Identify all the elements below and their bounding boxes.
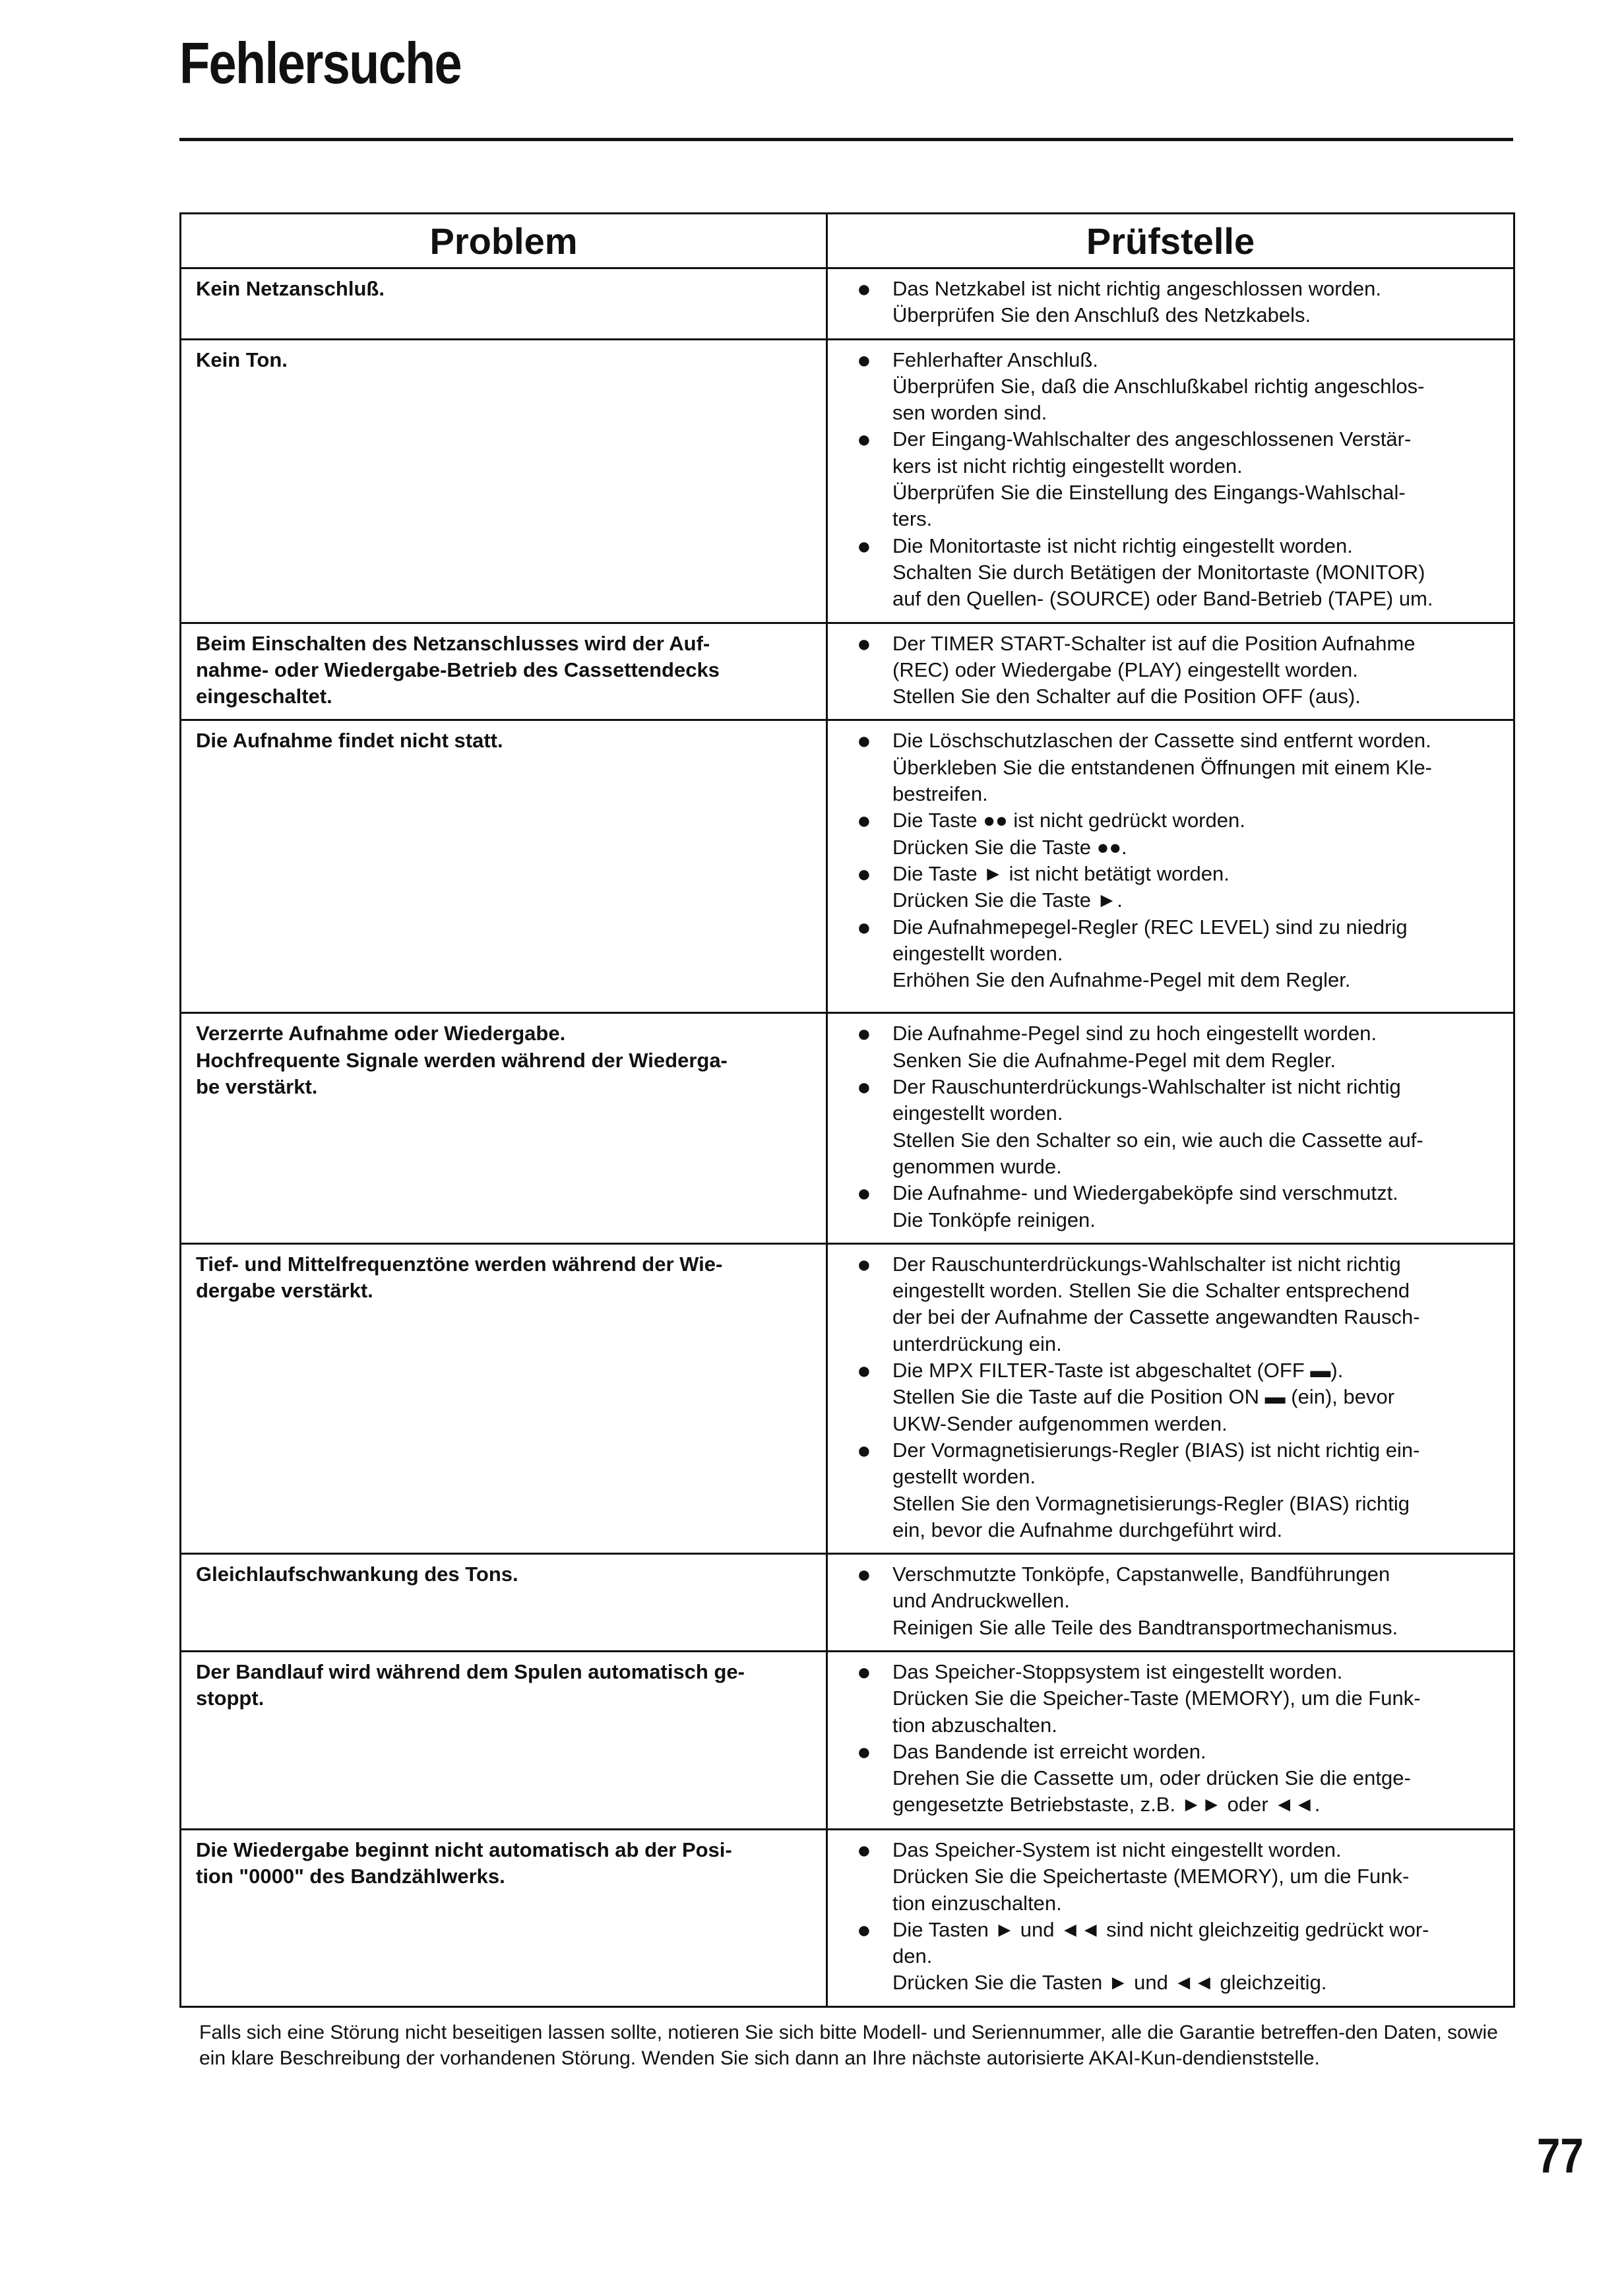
check-text: eingestellt worden. xyxy=(892,941,1063,965)
problem-cell xyxy=(181,623,827,720)
check-item xyxy=(842,533,1500,613)
check-list xyxy=(842,1561,1500,1641)
check-list xyxy=(842,631,1500,710)
check-text: Stellen Sie den Vormagnetisierungs-Regler (BIAS) richtig xyxy=(892,1491,1410,1515)
check-item xyxy=(842,1561,1500,1641)
problem-text: Hochfrequente Signale werden während der Wiederga- xyxy=(196,1048,728,1072)
bullet-icon: ● xyxy=(857,1357,871,1384)
check-text: eingestellt worden. Stellen Sie die Schalter entsprechend xyxy=(892,1279,1410,1303)
problem-cell xyxy=(181,339,827,623)
check-item xyxy=(842,1180,1500,1233)
check-cell xyxy=(827,339,1514,623)
check-text: (REC) oder Wiedergabe (PLAY) eingestellt worden. xyxy=(892,658,1358,681)
bullet-icon: ● xyxy=(857,859,871,887)
check-cell xyxy=(827,1243,1514,1553)
check-text: gengesetzte Betriebstaste, z.B. ►► oder ◄◄. xyxy=(892,1793,1321,1816)
bullet-icon: ● xyxy=(857,807,871,834)
check-text: den. xyxy=(892,1944,933,1968)
table-row xyxy=(181,720,1514,1013)
check-item xyxy=(842,1437,1500,1543)
problem-text: Gleichlaufschwankung des Tons. xyxy=(196,1563,518,1586)
problem-text: Kein Netzanschluß. xyxy=(196,277,385,300)
problem-text: Die Aufnahme findet nicht statt. xyxy=(196,729,503,753)
bullet-icon: ● xyxy=(857,1250,871,1278)
check-list xyxy=(842,347,1500,613)
bullet-icon: ● xyxy=(857,1836,871,1863)
page-title: Fehlersuche xyxy=(179,30,461,96)
check-text: Der Eingang-Wahlschalter des angeschlossenen Verstär- xyxy=(892,427,1412,451)
check-list xyxy=(842,728,1500,993)
check-item xyxy=(842,1917,1500,1997)
check-text: Die MPX FILTER-Taste ist abgeschaltet (OFF ▬). xyxy=(892,1359,1344,1382)
table-row xyxy=(181,1554,1514,1652)
bullet-icon: ● xyxy=(857,1020,871,1047)
problem-text: Die Wiedergabe beginnt nicht automatisch ab der Posi- xyxy=(196,1838,732,1861)
bullet-icon: ● xyxy=(857,275,871,302)
check-text: bestreifen. xyxy=(892,782,988,806)
problem-text: stoppt. xyxy=(196,1687,265,1710)
check-text: und Andruckwellen. xyxy=(892,1589,1070,1613)
check-list xyxy=(842,276,1500,329)
check-cell xyxy=(827,1829,1514,2006)
check-item xyxy=(842,276,1500,329)
bullet-icon: ● xyxy=(857,913,871,941)
table-row xyxy=(181,1651,1514,1829)
problem-text: Verzerrte Aufnahme oder Wiedergabe. xyxy=(196,1022,566,1045)
check-text: tion abzuschalten. xyxy=(892,1713,1057,1737)
check-text: Überprüfen Sie, daß die Anschlußkabel richtig angeschlos- xyxy=(892,374,1425,398)
check-text: Der Rauschunterdrückungs-Wahlschalter ist nicht richtig xyxy=(892,1075,1401,1099)
problem-cell xyxy=(181,1554,827,1652)
check-text: Die Aufnahme-Pegel sind zu hoch eingestellt worden. xyxy=(892,1022,1377,1045)
table-body xyxy=(181,268,1514,2007)
check-text: Drücken Sie die Tasten ► und ◄◄ gleichzeitig. xyxy=(892,1971,1327,1995)
table-row xyxy=(181,1013,1514,1243)
bullet-icon: ● xyxy=(857,1073,871,1101)
check-text: Senken Sie die Aufnahme-Pegel mit dem Regler. xyxy=(892,1048,1336,1072)
bullet-icon: ● xyxy=(857,1915,871,1943)
check-text: Überprüfen Sie die Einstellung des Eingangs-Wahlschal- xyxy=(892,481,1406,505)
problem-text: Beim Einschalten des Netzanschlusses wird der Auf- xyxy=(196,631,710,655)
check-text: gestellt worden. xyxy=(892,1465,1036,1489)
page-number: 77 xyxy=(1537,2128,1584,2183)
check-text: Verschmutzte Tonköpfe, Capstanwelle, Bandführungen xyxy=(892,1563,1390,1586)
table-row xyxy=(181,1829,1514,2006)
check-text: genommen wurde. xyxy=(892,1154,1062,1178)
table-row xyxy=(181,339,1514,623)
header-problem: Problem xyxy=(181,214,827,268)
check-item xyxy=(842,1074,1500,1180)
problem-cell xyxy=(181,1013,827,1243)
header-check: Prüfstelle xyxy=(827,214,1514,268)
check-text: Drücken Sie die Taste ●●. xyxy=(892,835,1127,859)
bullet-icon: ● xyxy=(857,425,871,453)
bullet-icon: ● xyxy=(857,1561,871,1588)
check-text: Der Rauschunterdrückungs-Wahlschalter ist nicht richtig xyxy=(892,1252,1401,1276)
check-item xyxy=(842,1837,1500,1917)
check-item xyxy=(842,807,1500,861)
check-list xyxy=(842,1659,1500,1818)
check-item xyxy=(842,1357,1500,1437)
check-cell xyxy=(827,268,1514,340)
check-text: Reinigen Sie alle Teile des Bandtransportmechanismus. xyxy=(892,1615,1398,1639)
bullet-icon: ● xyxy=(857,532,871,559)
problem-text: dergabe verstärkt. xyxy=(196,1279,373,1303)
check-text: Der Vormagnetisierungs-Regler (BIAS) ist nicht richtig ein- xyxy=(892,1438,1420,1462)
check-text: Die Taste ●● ist nicht gedrückt worden. xyxy=(892,809,1245,832)
check-text: ters. xyxy=(892,507,933,531)
check-text: tion einzuschalten. xyxy=(892,1891,1062,1915)
problem-text: Tief- und Mittelfrequenztöne werden während der Wie- xyxy=(196,1252,723,1276)
check-cell xyxy=(827,623,1514,720)
check-text: Drücken Sie die Speichertaste (MEMORY), um die Funk- xyxy=(892,1865,1410,1888)
check-text: Das Netzkabel ist nicht richtig angeschlossen worden. xyxy=(892,277,1381,300)
check-item xyxy=(842,1251,1500,1357)
check-text: Die Tasten ► und ◄◄ sind nicht gleichzeitig gedrückt wor- xyxy=(892,1917,1429,1941)
bullet-icon: ● xyxy=(857,1436,871,1464)
footer-note: Falls sich eine Störung nicht beseitigen lassen sollte, notieren Sie sich bitte Modell- und Seriennummer, alle die Garantie betreffen-den Daten, sowie ein klare Beschreibung der vorhandenen Störung. Wenden Sie sich dann an Ihre nächste autorisierte AKAI-Kun-dendienststelle. xyxy=(199,2022,1498,2069)
check-text: sen worden sind. xyxy=(892,401,1047,425)
problem-cell xyxy=(181,1243,827,1553)
check-item xyxy=(842,347,1500,427)
problem-cell xyxy=(181,268,827,340)
table-row xyxy=(181,268,1514,340)
check-item xyxy=(842,861,1500,914)
check-item xyxy=(842,1739,1500,1818)
troubleshooting-table xyxy=(179,212,1513,2008)
check-text: Die Tonköpfe reinigen. xyxy=(892,1208,1096,1231)
table-row xyxy=(181,1243,1514,1553)
check-cell xyxy=(827,1651,1514,1829)
check-list xyxy=(842,1251,1500,1543)
check-text: Die Aufnahme- und Wiedergabeköpfe sind verschmutzt. xyxy=(892,1181,1398,1205)
check-text: Das Bandende ist erreicht worden. xyxy=(892,1739,1206,1763)
check-text: Erhöhen Sie den Aufnahme-Pegel mit dem Regler. xyxy=(892,968,1351,992)
check-text: Drücken Sie die Taste ►. xyxy=(892,888,1123,912)
check-item xyxy=(842,631,1500,710)
check-text: Stellen Sie den Schalter auf die Position OFF (aus). xyxy=(892,685,1361,708)
problem-text: tion "0000" des Bandzählwerks. xyxy=(196,1865,505,1888)
check-text: Stellen Sie die Taste auf die Position ON ▬ (ein), bevor xyxy=(892,1385,1395,1409)
bullet-icon: ● xyxy=(857,1179,871,1207)
check-text: Das Speicher-Stoppsystem ist eingestellt worden. xyxy=(892,1660,1343,1683)
bullet-icon: ● xyxy=(857,1737,871,1765)
problem-cell xyxy=(181,720,827,1013)
problem-text: nahme- oder Wiedergabe-Betrieb des Cassettendecks xyxy=(196,658,720,681)
check-text: eingestellt worden. xyxy=(892,1101,1063,1125)
bullet-icon: ● xyxy=(857,629,871,657)
bullet-icon: ● xyxy=(857,346,871,373)
check-text: kers ist nicht richtig eingestellt worden. xyxy=(892,454,1243,478)
problem-cell xyxy=(181,1651,827,1829)
check-text: Der TIMER START-Schalter ist auf die Position Aufnahme xyxy=(892,631,1416,655)
title-rule xyxy=(179,138,1513,141)
check-cell xyxy=(827,720,1514,1013)
table-header-row xyxy=(181,214,1514,268)
check-text: UKW-Sender aufgenommen werden. xyxy=(892,1412,1228,1435)
check-item xyxy=(842,1659,1500,1739)
check-cell xyxy=(827,1554,1514,1652)
check-text: auf den Quellen- (SOURCE) oder Band-Betrieb (TAPE) um. xyxy=(892,587,1433,611)
check-text: Das Speicher-System ist nicht eingestellt worden. xyxy=(892,1838,1342,1861)
problem-text: Kein Ton. xyxy=(196,348,288,371)
problem-cell xyxy=(181,1829,827,2006)
check-item xyxy=(842,728,1500,807)
check-text: Stellen Sie den Schalter so ein, wie auch die Cassette auf- xyxy=(892,1128,1423,1152)
check-item xyxy=(842,1020,1500,1074)
check-text: ein, bevor die Aufnahme durchgeführt wird. xyxy=(892,1518,1283,1541)
check-text: unterdrückung ein. xyxy=(892,1332,1062,1355)
check-text: Die Aufnahmepegel-Regler (REC LEVEL) sind zu niedrig xyxy=(892,915,1408,939)
bullet-icon: ● xyxy=(857,1658,871,1685)
bullet-icon: ● xyxy=(857,727,871,755)
check-item xyxy=(842,914,1500,994)
problem-text: Der Bandlauf wird während dem Spulen automatisch ge- xyxy=(196,1660,745,1683)
check-cell xyxy=(827,1013,1514,1243)
check-text: Die Taste ► ist nicht betätigt worden. xyxy=(892,861,1230,885)
check-text: Überkleben Sie die entstandenen Öffnungen mit einem Kle- xyxy=(892,755,1433,779)
check-text: Die Monitortaste ist nicht richtig eingestellt worden. xyxy=(892,534,1353,557)
table-row xyxy=(181,623,1514,720)
check-text: Fehlerhafter Anschluß. xyxy=(892,348,1098,371)
check-list xyxy=(842,1020,1500,1233)
check-text: Die Löschschutzlaschen der Cassette sind entfernt worden. xyxy=(892,729,1431,753)
problem-text: be verstärkt. xyxy=(196,1075,318,1099)
check-text: Schalten Sie durch Betätigen der Monitortaste (MONITOR) xyxy=(892,560,1425,584)
check-text: Drücken Sie die Speicher-Taste (MEMORY), um die Funk- xyxy=(892,1687,1421,1710)
troubleshooting-grid xyxy=(179,212,1515,2008)
check-item xyxy=(842,426,1500,532)
problem-text: eingeschaltet. xyxy=(196,685,332,708)
check-list xyxy=(842,1837,1500,1997)
check-text: der bei der Aufnahme der Cassette angewandten Rausch- xyxy=(892,1305,1420,1329)
check-text: Überprüfen Sie den Anschluß des Netzkabels. xyxy=(892,303,1311,327)
check-text: Drehen Sie die Cassette um, oder drücken Sie die entge- xyxy=(892,1766,1411,1790)
